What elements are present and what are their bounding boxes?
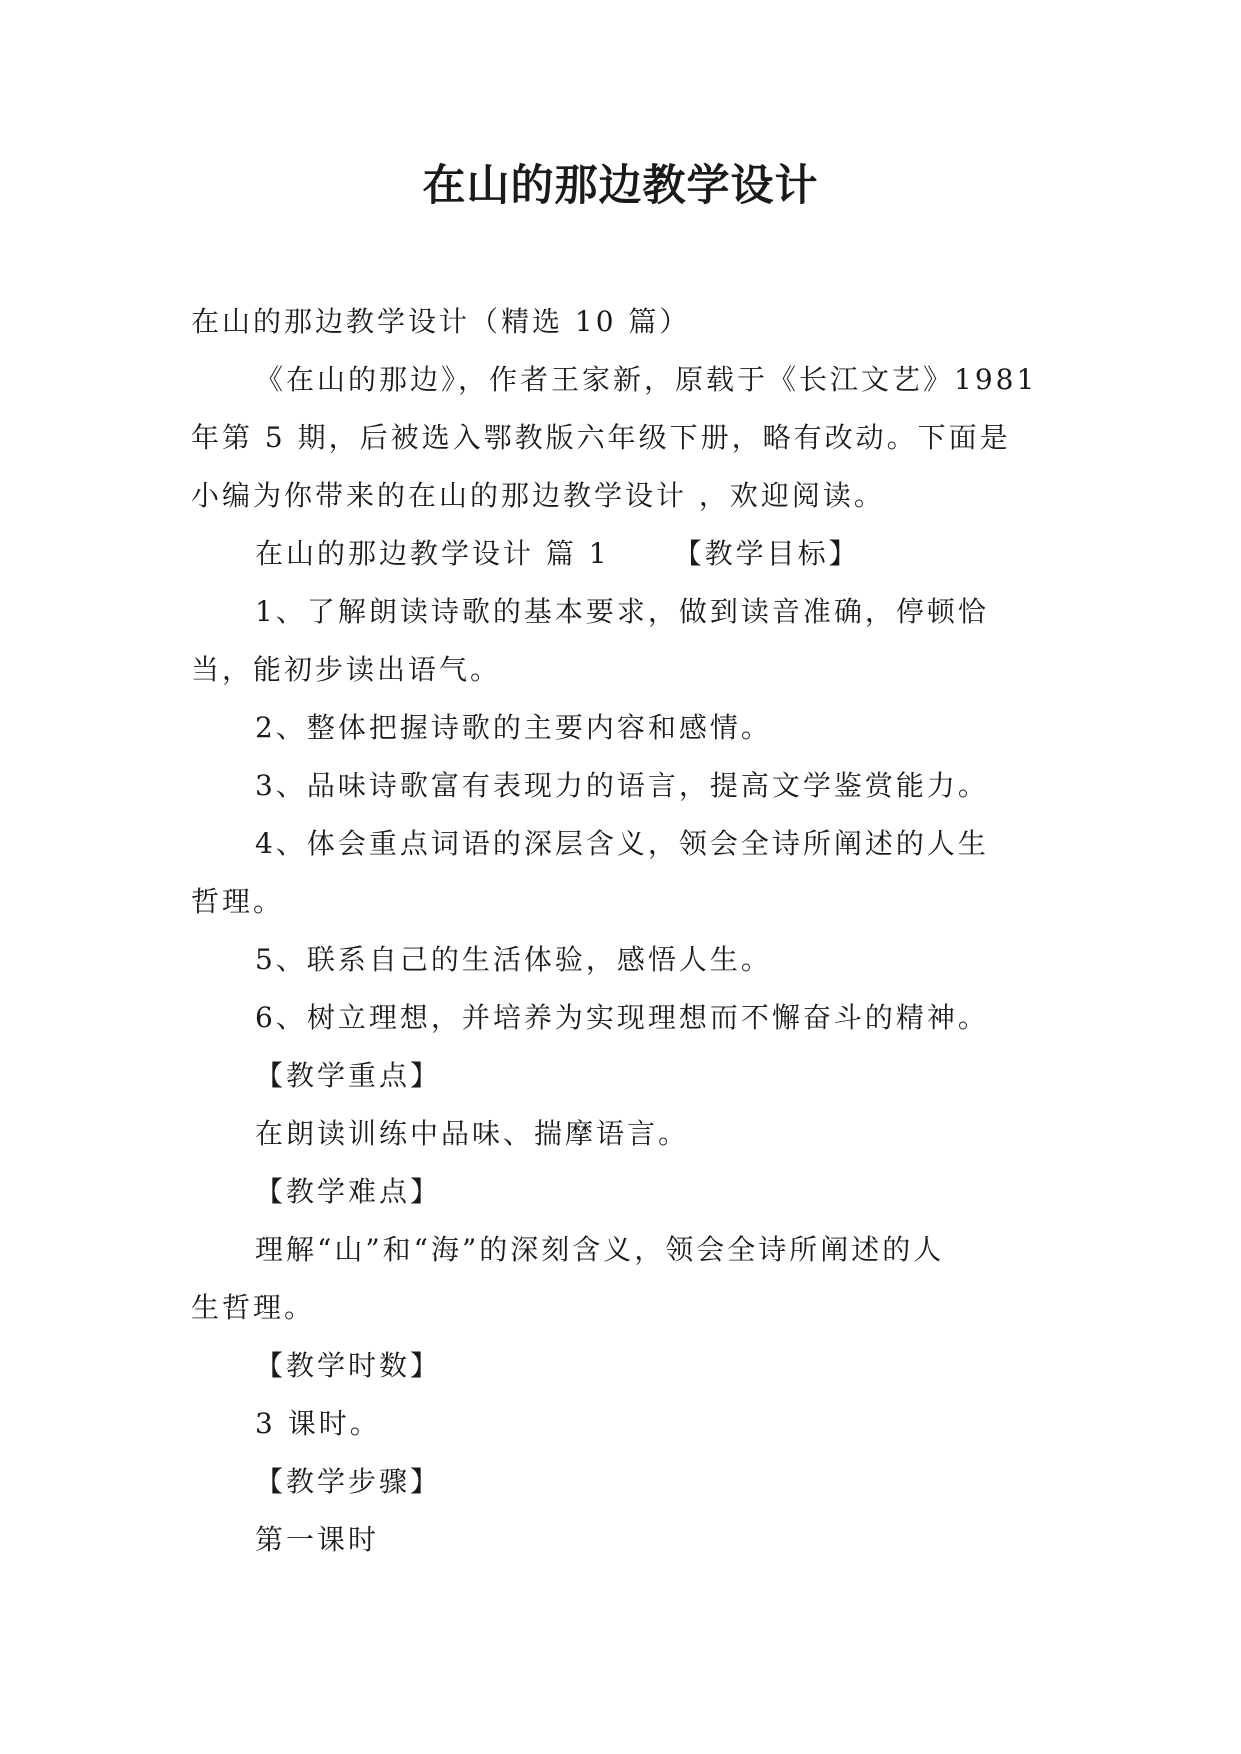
key-point-label: 【教学重点】 (255, 1059, 442, 1092)
objectives-label: 【教学目标】 (673, 537, 860, 570)
hours-label: 【教学时数】 (255, 1349, 442, 1382)
intro-line-1: 《在山的那边》，作者王家新，原载于《长江文艺》1981 (255, 363, 1038, 396)
document-body (191, 293, 1051, 1569)
steps-label: 【教学步骤】 (255, 1465, 442, 1498)
hours-text: 3 课时。 (255, 1407, 381, 1440)
objective-2: 2、整体把握诗歌的主要内容和感情。 (255, 711, 772, 744)
section-part: 在山的那边教学设计 篇 1 (255, 537, 610, 570)
difficulty-label: 【教学难点】 (255, 1175, 442, 1208)
section-heading (191, 525, 1051, 583)
document-subtitle: 在山的那边教学设计（精选 10 篇） (191, 305, 691, 338)
key-point-text: 在朗读训练中品味、揣摩语言。 (255, 1117, 690, 1150)
difficulty-line-2: 生哲理。 (191, 1291, 316, 1324)
objective-1-line-1: 1、了解朗读诗歌的基本要求，做到读音准确，停顿恰 (255, 595, 989, 628)
intro-line-3: 小编为你带来的在山的那边教学设计 ，欢迎阅读。 (191, 479, 885, 512)
steps-text: 第一课时 (255, 1523, 380, 1556)
document-title: 在山的那边教学设计 (422, 161, 819, 211)
objective-5: 5、联系自己的生活体验，感悟人生。 (255, 943, 772, 976)
objective-4-line-1: 4、体会重点词语的深层含义，领会全诗所阐述的人生 (255, 827, 989, 860)
intro-line-2: 年第 5 期，后被选入鄂教版六年级下册，略有改动。下面是 (191, 421, 1011, 454)
objective-6: 6、树立理想，并培养为实现理想而不懈奋斗的精神。 (255, 1001, 989, 1034)
objective-4-line-2: 哲理。 (191, 885, 285, 918)
difficulty-line-1: 理解“山”和“海”的深刻含义，领会全诗所阐述的人 (255, 1233, 945, 1266)
objective-3: 3、品味诗歌富有表现力的语言，提高文学鉴赏能力。 (255, 769, 989, 802)
objective-1-line-2: 当，能初步读出语气。 (191, 653, 502, 686)
